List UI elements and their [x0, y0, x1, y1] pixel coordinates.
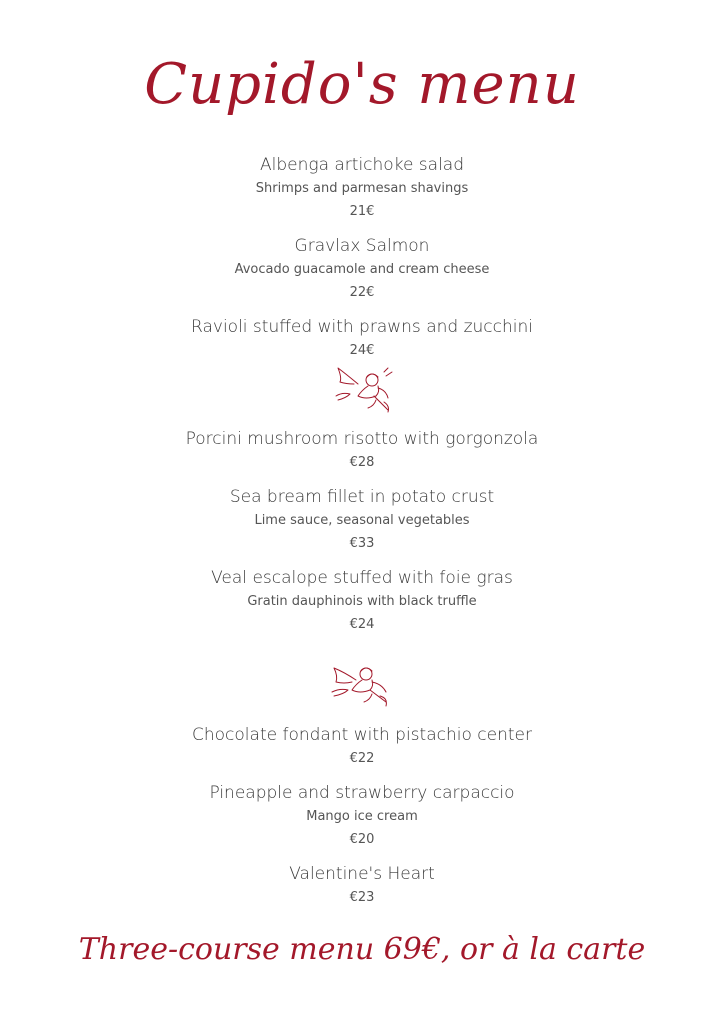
- dessert-2-price: €20: [349, 832, 375, 847]
- main-3-price: €24: [349, 617, 375, 632]
- main-1-name: Porcini mushroom risotto with gorgonzola: [185, 429, 539, 449]
- starter-3-name: Ravioli stuffed with prawns and zucchini: [191, 317, 533, 337]
- menu-title: Cupido's menu: [144, 52, 580, 117]
- main-1-price: €28: [349, 455, 375, 470]
- main-2-name: Sea bream fillet in potato crust: [229, 487, 495, 507]
- starter-1-desc: Shrimps and parmesan shavings: [255, 181, 469, 196]
- main-3-desc: Gratin dauphinois with black truffle: [247, 594, 477, 609]
- starter-2-name: Gravlax Salmon: [294, 236, 430, 256]
- dessert-2-desc: Mango ice cream: [306, 809, 418, 824]
- menu-footer: Three-course menu 69€, or à la carte: [78, 932, 646, 967]
- dessert-2-name: Pineapple and strawberry carpaccio: [209, 783, 515, 803]
- cupid-icon: [326, 660, 394, 708]
- dessert-1-name: Chocolate fondant with pistachio center: [192, 725, 532, 745]
- starter-1-price: 21€: [349, 204, 375, 219]
- starter-2-price: 22€: [349, 285, 375, 300]
- main-2-price: €33: [349, 536, 375, 551]
- starter-2-desc: Avocado guacamole and cream cheese: [234, 262, 490, 277]
- dessert-3-price: €23: [349, 890, 375, 905]
- cupid-icon: [328, 366, 396, 414]
- main-3-name: Veal escalope stuffed with foie gras: [211, 568, 513, 588]
- starter-3-price: 24€: [349, 343, 375, 358]
- dessert-1-price: €22: [349, 751, 375, 766]
- starter-1-name: Albenga artichoke salad: [259, 155, 465, 175]
- main-2-desc: Lime sauce, seasonal vegetables: [254, 513, 470, 528]
- dessert-3-name: Valentine's Heart: [289, 864, 435, 884]
